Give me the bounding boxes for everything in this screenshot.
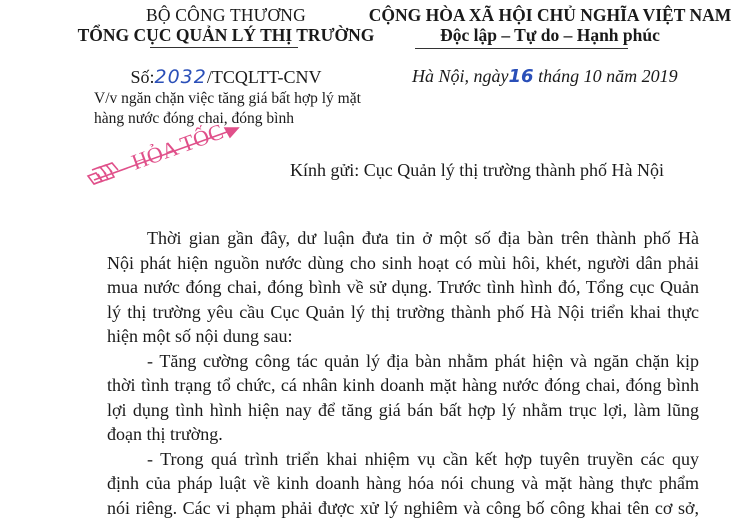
urgent-stamp-text: HỎA TỐC	[128, 119, 226, 175]
body-line: - Tăng cường công tác quản lý địa bàn nhằm phát hiện và ngăn chặn kịp	[107, 349, 699, 374]
day-handwritten: 16	[509, 66, 534, 87]
place-prefix: Hà Nội, ngày	[412, 66, 509, 86]
body-line: hiện một số nội dung sau:	[107, 324, 699, 349]
doc-number-prefix: Số:	[130, 67, 154, 87]
recipient-line: Kính gửi: Cục Quản lý thị trường thành phố Hà Nội	[290, 160, 664, 181]
body-line: - Trong quá trình triển khai nhiệm vụ cần kết hợp tuyên truyền các quy	[107, 447, 699, 472]
document-number	[130, 66, 321, 88]
subject-line: V/v ngăn chặn việc tăng giá bất hợp lý mặt	[94, 89, 384, 109]
agency-underline	[150, 47, 298, 48]
body-line: Thời gian gần đây, dư luận đưa tin ở một số địa bàn trên thành phố Hà	[107, 226, 699, 251]
place-suffix: tháng 10 năm 2019	[538, 66, 678, 86]
subject-line: hàng nước đóng chai, đóng bình	[94, 109, 384, 129]
doc-number-suffix: /TCQLTT-CNV	[207, 67, 322, 87]
ministry-name: BỘ CÔNG THƯƠNG	[146, 5, 306, 26]
doc-number-handwritten: 2032	[154, 66, 206, 88]
body-line: lợi dụng tình hình hiện nay để tăng giá bán bất hợp lý nhằm trục lợi, làm lũng	[107, 398, 699, 423]
place-date	[412, 66, 678, 87]
body-line: định của pháp luật về kinh doanh hàng hóa nói chung và mặt hàng thực phẩm	[107, 471, 699, 496]
body-line: lý thị trường yêu cầu Cục Quản lý thị trường thành phố Hà Nội triển khai thực	[107, 300, 699, 325]
national-motto: Độc lập – Tự do – Hạnh phúc	[440, 25, 660, 46]
body-line: mua nước đóng chai, đóng bình về sử dụng. Trước tình hình đó, Tổng cục Quản	[107, 275, 699, 300]
motto-underline	[415, 48, 628, 49]
body-text	[107, 226, 699, 520]
body-line: Nội phát hiện nguồn nước dùng cho sinh hoạt có mùi hôi, khét, người dân phải	[107, 251, 699, 276]
agency-name: TỔNG CỤC QUẢN LÝ THỊ TRƯỜNG	[78, 25, 375, 46]
body-line: đoạn thị trường.	[107, 422, 699, 447]
body-line: nói riêng. Các vi phạm phải được xử lý nghiêm và công bố công khai tên cơ sở,	[107, 496, 699, 520]
body-line: thời tình trạng tổ chức, cá nhân kinh doanh mặt hàng nước đóng chai, đóng bình	[107, 373, 699, 398]
nation-name: CỘNG HÒA XÃ HỘI CHỦ NGHĨA VIỆT NAM	[369, 5, 732, 26]
urgent-stamp-arrow-icon	[80, 118, 260, 198]
